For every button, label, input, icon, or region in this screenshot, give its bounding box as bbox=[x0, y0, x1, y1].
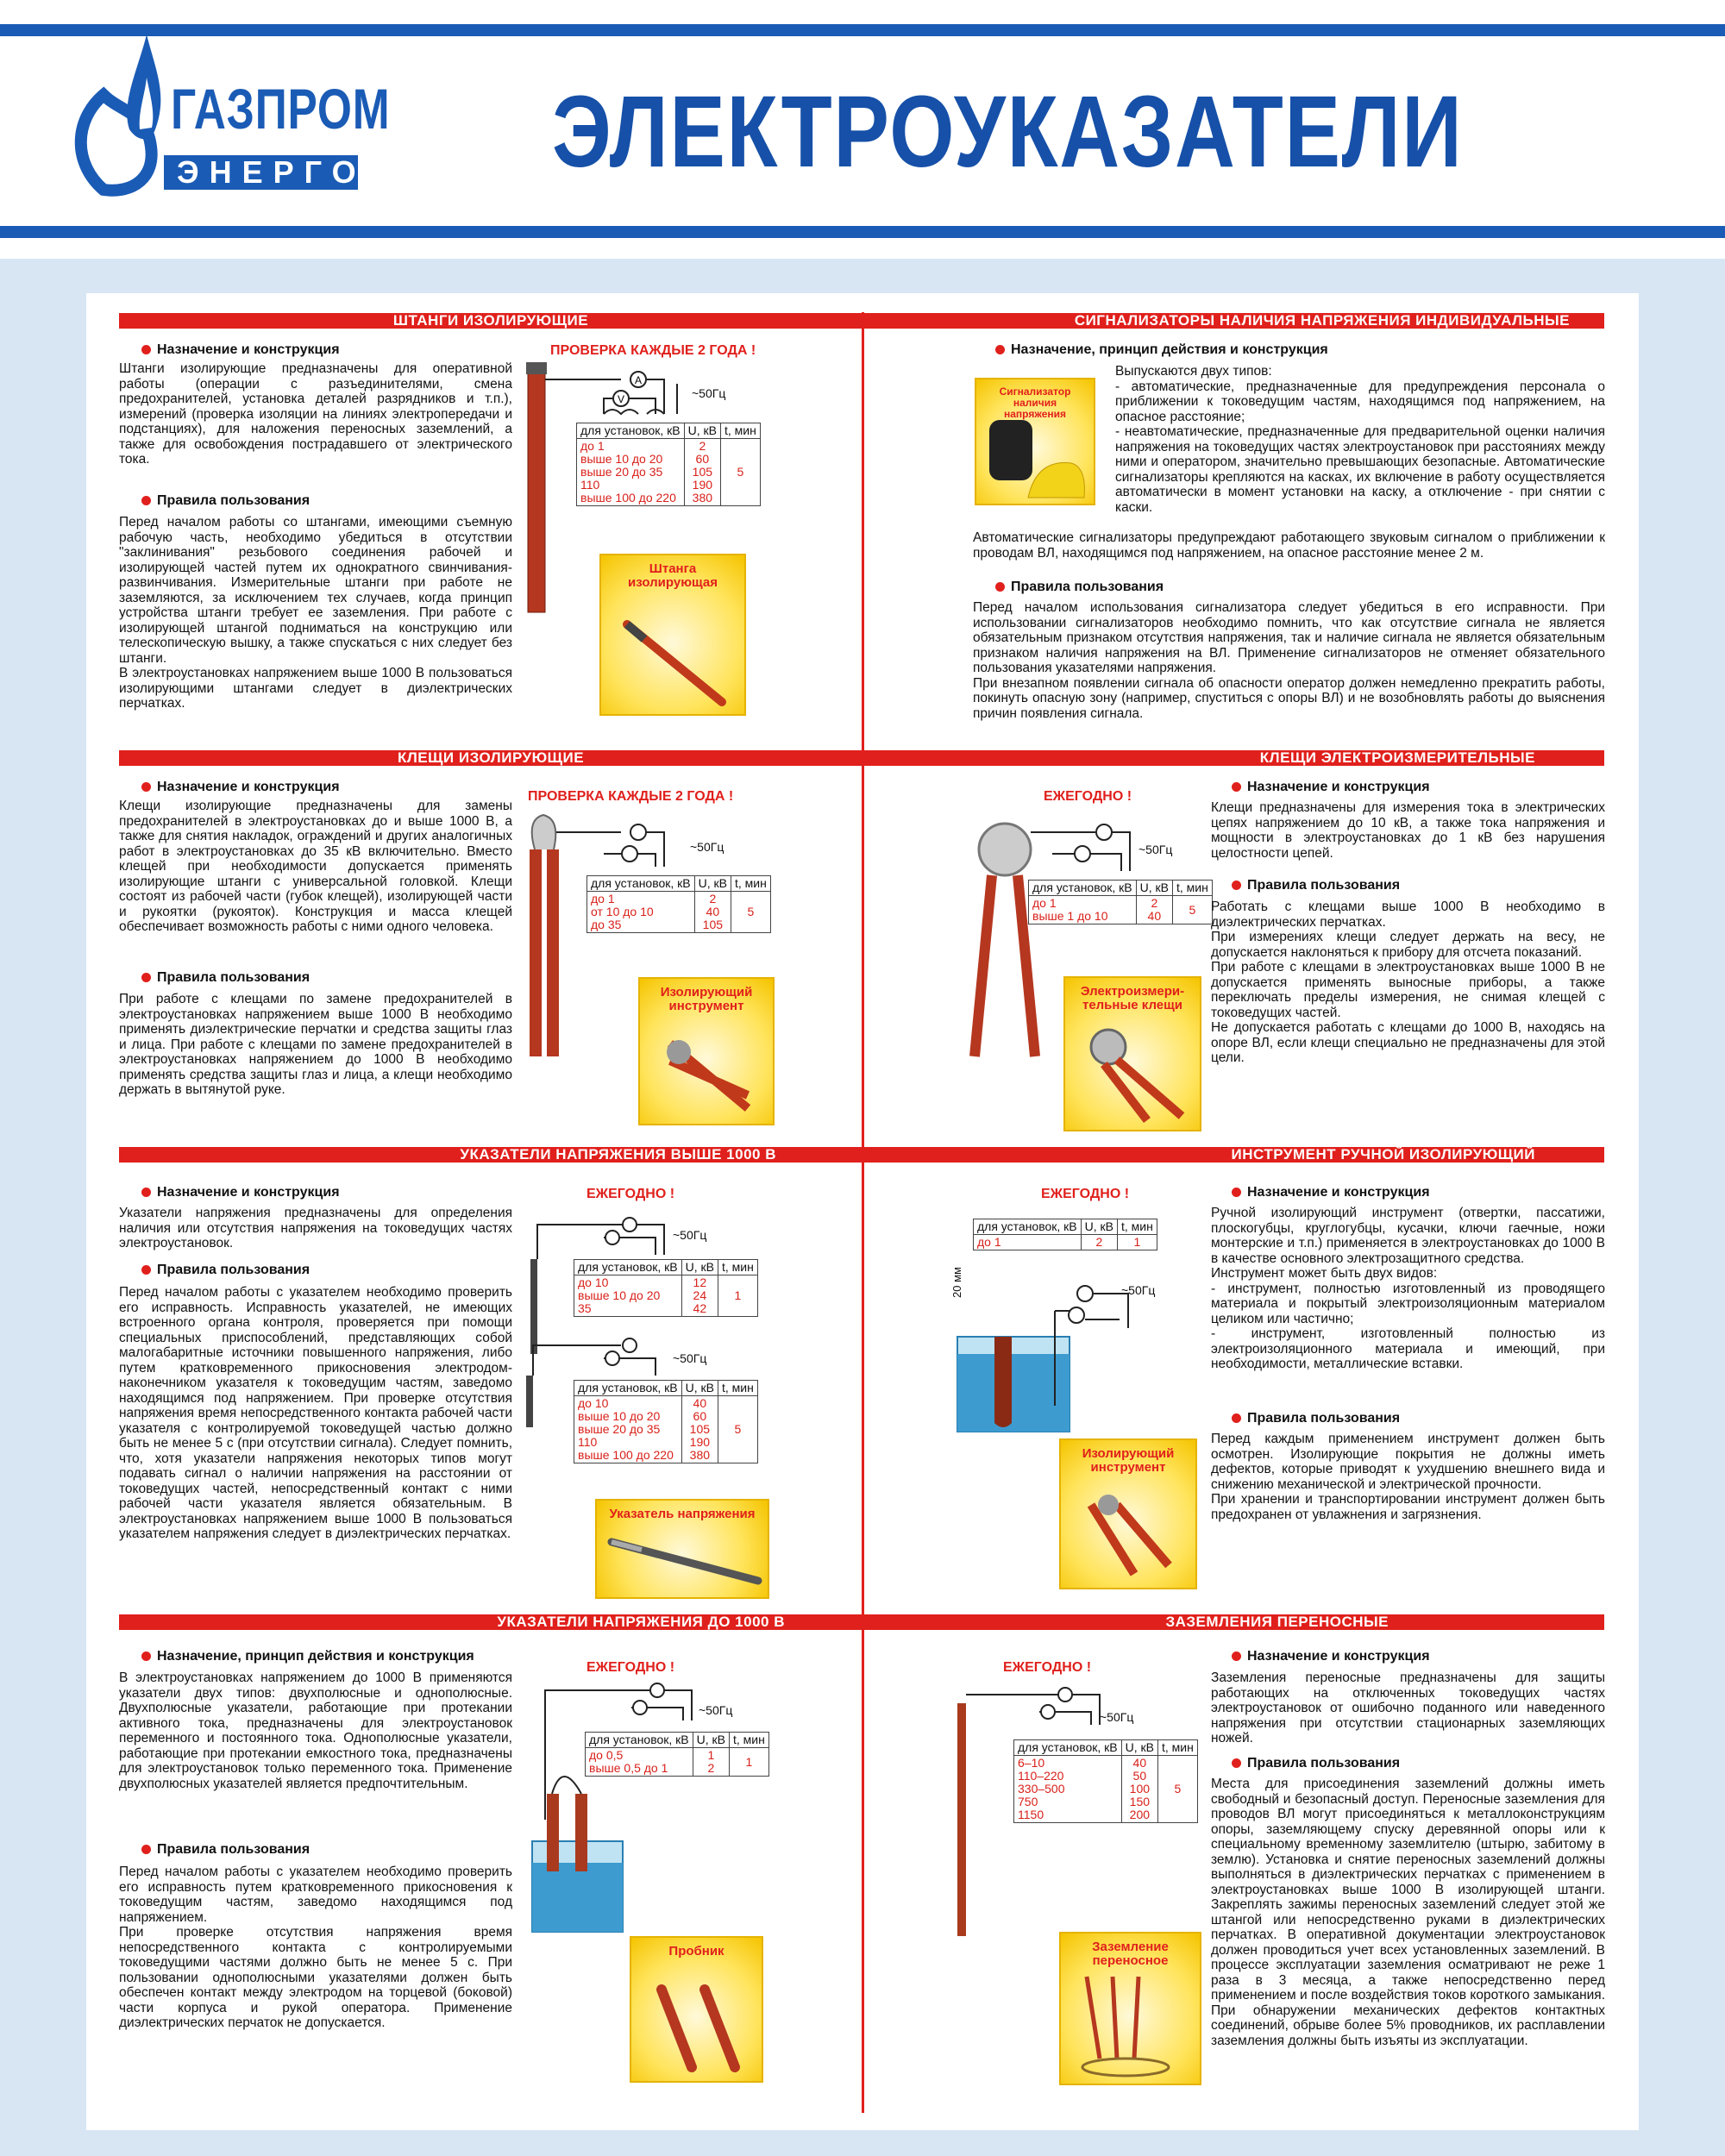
paragraph: Штанги изолирующие предназначены для оперативной работы (операции с разъединителями, смена предохранителей, установка деталей разрядников и т.п.), измерений (проверка изоляции на линиях электропередачи и подстанциях), для наложения переносных заземлений, а также для освобождения пострадавшего от электрического тока. bbox=[119, 361, 512, 467]
product-card bbox=[975, 378, 1095, 505]
table-header: t, мин bbox=[718, 1260, 758, 1275]
table-cell: 1 bbox=[730, 1748, 769, 1777]
check-interval: ЕЖЕГОДНО ! bbox=[1003, 1660, 1092, 1675]
subheading: Назначение, принцип действия и конструкция bbox=[138, 1649, 474, 1664]
table-cell: 12 24 42 bbox=[681, 1275, 718, 1317]
table-cell: 5 bbox=[1173, 896, 1213, 924]
table-header: t, мин bbox=[1118, 1219, 1157, 1235]
subheading: Назначение и конструкция bbox=[1228, 1649, 1430, 1664]
paragraph: Перед началом работы с указателем необходимо проверить его исправность. Исправность указателей, не имеющих встроенного органа контроля, проверяется при помощи специальных приспособлений, представляющих собой малогабаритные источники повышенного напряжения, либо путем кратковременного прикосновения электродом-наконечником указателя к токоведущим частям, заведомо находящимся под напряжением. При проверке отсутствия напряжения время непосредственного контакта рабочей части указателя с контролируемой токоведущей частью должно быть не менее 5 с (при отсутствии сигнала). Следует помнить, что, хотя указатели напряжения некоторых типов могут подавать сигнал о наличии напряжения на расстоянии от токоведущих частей, непосредственный контакт с ними рабочей части указателя является обязательным. В электроустановках напряжением выше 1000 В пользоваться указателем напряжения следует в диэлектрических перчатках. bbox=[119, 1285, 512, 1541]
product-card bbox=[1059, 1932, 1201, 2085]
frequency-label: ~50Гц bbox=[690, 840, 724, 854]
paragraph: Перед каждым применением инструмент должен быть осмотрен. Изолирующие покрытия не должны иметь дефектов, которые приводят к ухудшению внешнего вида и снижению механической и электрической прочности. При хранении и транспортировании инструмент должен быть предохранен от увлажнения и загрязнения. bbox=[1211, 1432, 1605, 1522]
card-label: Пробник bbox=[668, 1944, 724, 1959]
table-header: t, мин bbox=[731, 876, 771, 892]
frequency-label: ~50Гц bbox=[1100, 1710, 1134, 1724]
table-cell: до 1 выше 10 до 20 выше 20 до 35 110 выше 100 до 220 bbox=[577, 439, 685, 506]
check-interval: ПРОВЕРКА КАЖДЫЕ 2 ГОДА ! bbox=[550, 343, 756, 358]
section-title-portable-grounding: ЗАЗЕМЛЕНИЯ ПЕРЕНОСНЫЕ bbox=[864, 1614, 1604, 1630]
paragraph: Выпускаются двух типов: - автоматические, предназначенные для предупреждения персонала о приближении к токоведущим частям, находящимся под напряжением, на опасное расстояние; - неавтоматические, предназначенные для предварительной оценки наличия напряжения на токоведущих частях электроустановок при расстояниях между ними и оператором, значительно превышающих безопасные. Автоматические сигнализаторы крепляются на касках, их включение в работу осуществляется автоматически в момент установки на каску, а отключение - при снятии с каски. bbox=[1115, 364, 1605, 515]
test-table bbox=[1013, 1739, 1198, 1823]
table-header: для установок, кВ bbox=[586, 1733, 693, 1748]
table-cell: 5 bbox=[718, 1396, 758, 1463]
table-header: для установок, кВ bbox=[574, 1260, 682, 1275]
card-label: Изолирующий инструмент bbox=[1082, 1446, 1175, 1475]
table-cell: 2 40 bbox=[1136, 896, 1172, 924]
table-header: U, кВ bbox=[694, 876, 731, 892]
table-cell: 2 60 105 190 380 bbox=[684, 439, 720, 506]
table-cell: до 1 bbox=[974, 1235, 1082, 1250]
table-cell: до 0,5 выше 0,5 до 1 bbox=[586, 1748, 693, 1777]
subheading: Правила пользования bbox=[1228, 1756, 1400, 1771]
pliers-icon bbox=[653, 1026, 765, 1121]
table-cell: 5 bbox=[721, 439, 761, 506]
logo-text-energo: ЭНЕРГО bbox=[177, 154, 367, 190]
table-header: t, мин bbox=[718, 1381, 758, 1396]
subheading: Назначение и конструкция bbox=[138, 1185, 340, 1200]
table-header: для установок, кВ bbox=[1029, 881, 1137, 896]
table-cell: до 1 выше 1 до 10 bbox=[1029, 896, 1137, 924]
table-header: для установок, кВ bbox=[577, 423, 685, 439]
subheading: Назначение и конструкция bbox=[138, 780, 340, 795]
check-interval: ПРОВЕРКА КАЖДЫЕ 2 ГОДА ! bbox=[528, 789, 734, 804]
paragraph: Работать с клещами выше 1000 В необходимо в диэлектрических перчатках. При измерениях клещи следует держать на весу, не допускается наклоняться к прибору для отсчета показаний. При работе с клещами в электроустановках выше 1000 В не допускается применять выносные приборы, а также переключать пределы измерения, не снимая клещей с токоведущих частей. Не допускается работать с клещами до 1000 В, находясь на опоре ВЛ, если клещи специально не предназначены для этой цели. bbox=[1211, 899, 1605, 1065]
table-header: U, кВ bbox=[681, 1381, 718, 1396]
card-label: Сигнализатор наличия напряжения bbox=[999, 385, 1071, 420]
table-header: t, мин bbox=[1158, 1740, 1198, 1756]
table-header: U, кВ bbox=[684, 423, 720, 439]
section-title-signalers: СИГНАЛИЗАТОРЫ НАЛИЧИЯ НАПРЯЖЕНИЯ ИНДИВИДУАЛЬНЫЕ bbox=[864, 313, 1604, 329]
table-header: для установок, кВ bbox=[574, 1381, 682, 1396]
product-card bbox=[595, 1499, 769, 1599]
paragraph: Перед началом работы с указателем необходимо проверить его исправность путем кратковременного прикосновения к токоведущим частям, заведомо находящимся под напряжением. При проверке отсутствия напряжения время непосредственного контакта с контролируемыми токоведущими частями должно быть не менее 5 с. При пользовании однополюсными указателями должен быть обеспечен контакт между электродом на торцевой (боковой) части корпуса и рукой оператора. Применение диэлектрических перчаток не допускается. bbox=[119, 1865, 512, 2030]
hand-tools-icon bbox=[1074, 1488, 1186, 1583]
table-cell: 2 40 105 bbox=[694, 892, 731, 933]
product-card bbox=[1059, 1438, 1197, 1589]
product-card bbox=[638, 977, 775, 1125]
paragraph: Ручной изолирующий инструмент (отвертки, пассатижи, плоскогубцы, круглогубцы, кусачки, ключи гаечные, ножи монтерские и т.п.) применяется в электроустановках до 1000 В в качестве основного электрозащитного средства. Инструмент может быть двух видов: - инструмент, полностью изготовленный из проводящего материала и покрытый электроизоляционным материалом целиком или частично; - инструмент, изготовленный полностью из электроизоляционного материала и имеющий, при необходимости, металлические вставки. bbox=[1211, 1206, 1605, 1371]
table-cell: 40 60 105 190 380 bbox=[681, 1396, 718, 1463]
subheading: Правила пользования bbox=[1228, 878, 1400, 893]
table-cell: до 10 выше 10 до 20 выше 20 до 35 110 выше 100 до 220 bbox=[574, 1396, 682, 1463]
header-bottom-stripe bbox=[0, 226, 1725, 238]
subheading: Правила пользования bbox=[138, 1263, 310, 1278]
insulating-rod-icon bbox=[618, 616, 731, 711]
frequency-label: ~50Гц bbox=[1138, 843, 1173, 856]
table-header: для установок, кВ bbox=[587, 876, 695, 892]
signaler-device-icon bbox=[985, 416, 1088, 502]
paragraph: Заземления переносные предназначены для защиты работающих на отключенных токоведущих частях электроустановок от ошибочно поданного или наведенного напряжения при отсутствии стационарных заземляющих ножей. bbox=[1211, 1670, 1605, 1745]
card-label: Штанга изолирующая bbox=[628, 561, 718, 590]
gazprom-energo-logo bbox=[69, 34, 391, 207]
table-cell: 2 bbox=[1081, 1235, 1117, 1250]
paragraph: В электроустановках напряжением до 1000 В применяются указатели двух типов: двухполюсные и однополюсные. Двухполюсные указатели, работающие при протекании активного тока, предназначены для электроустановок переменного и постоянного тока. Однополюсные указатели, работающие при протекании емкостного тока, предназначены для электроустановок только переменного тока. Применение двухполюсных указателей является предпочтительным. bbox=[119, 1670, 512, 1791]
product-card bbox=[599, 554, 746, 716]
table-header: для установок, кВ bbox=[1014, 1740, 1122, 1756]
subheading: Правила пользования bbox=[992, 580, 1164, 595]
table-cell: 40 50 100 150 200 bbox=[1121, 1756, 1157, 1823]
check-interval: ЕЖЕГОДНО ! bbox=[586, 1660, 675, 1675]
check-interval: ЕЖЕГОДНО ! bbox=[586, 1187, 675, 1201]
paragraph: Клещи изолирующие предназначены для замены предохранителей в электроустановках до и выше 1000 В, а также для снятия накладок, ограждений и других аналогичных работ в электроустановках до 35 кВ включительно. Вместо клещей при необходимости допускается применять изолирующие штанги с универсальной головкой. Клещи состоят из рабочей части (губок клещей), изолирующей части и рукоятки (рукояток). Конструкция и масса клещей обеспечивает возможность работы с ними одного человека. bbox=[119, 799, 512, 934]
section-title-insulating-tongs: КЛЕЩИ ИЗОЛИРУЮЩИЕ bbox=[119, 750, 862, 766]
tester-probe-icon bbox=[644, 1972, 756, 2076]
frequency-label: ~50Гц bbox=[673, 1228, 707, 1242]
subheading: Назначение и конструкция bbox=[1228, 1185, 1430, 1200]
measuring-clamp-icon bbox=[1078, 1021, 1190, 1125]
subheading: Правила пользования bbox=[138, 493, 310, 509]
section-title-hand-tools: ИНСТРУМЕНТ РУЧНОЙ ИЗОЛИРУЮЩИЙ bbox=[864, 1147, 1604, 1163]
table-cell: 1 2 bbox=[693, 1748, 729, 1777]
table-cell: 6–10 110–220 330–500 750 1150 bbox=[1014, 1756, 1122, 1823]
subheading: Правила пользования bbox=[138, 970, 310, 986]
table-header: U, кВ bbox=[681, 1260, 718, 1275]
card-label: Изолирующий инструмент bbox=[660, 985, 753, 1013]
frequency-label: ~50Гц bbox=[673, 1351, 707, 1365]
product-card bbox=[630, 1936, 763, 2083]
portable-grounding-icon bbox=[1074, 1972, 1190, 2080]
svg-text:A: A bbox=[635, 374, 643, 386]
paragraph: Перед началом работы со штангами, имеющими съемную рабочую часть, необходимо убедиться в отсутствии "заклинивания" резьбового соединения рабочей и изолирующей частей путем их однократного свинчивания-развинчивания. Измерительные штанги при работе не заземляются, за исключением тех случаев, когда принцип устройства штанги требует ее заземления. При работе с изолирующей штангой подниматься на конструкцию или телескопическую вышку, а также спускаться с них следует без штанги. В электроустановках напряжением выше 1000 В пользоваться изолирующими штангами следует в диэлектрических перчатках. bbox=[119, 515, 512, 711]
paragraph: Автоматические сигнализаторы предупреждают работающего звуковым сигналом о приближении к проводам ВЛ, находящимся под напряжением, на опасное расстояние менее 2 м. bbox=[973, 530, 1605, 561]
section-title-rods: ШТАНГИ ИЗОЛИРУЮЩИЕ bbox=[119, 313, 862, 329]
test-table bbox=[574, 1259, 758, 1317]
section-title-indicators-above-1000v: УКАЗАТЕЛИ НАПРЯЖЕНИЯ ВЫШЕ 1000 В bbox=[119, 1147, 862, 1163]
depth-label: 20 мм bbox=[950, 1267, 963, 1298]
test-table bbox=[576, 423, 761, 506]
test-table bbox=[586, 875, 771, 933]
table-header: U, кВ bbox=[1121, 1740, 1157, 1756]
test-table bbox=[973, 1219, 1157, 1250]
page-title: ЭЛЕКТРОУКАЗАТЕЛИ bbox=[552, 75, 1464, 189]
table-cell: 5 bbox=[1158, 1756, 1198, 1823]
paragraph: Указатели напряжения предназначены для определения наличия или отсутствия напряжения на токоведущих частях электроустановок. bbox=[119, 1206, 512, 1250]
section-title-indicators-below-1000v: УКАЗАТЕЛИ НАПРЯЖЕНИЯ ДО 1000 В bbox=[119, 1614, 862, 1630]
frequency-label: ~50Гц bbox=[699, 1703, 733, 1717]
paragraph: Места для присоединения заземлений должны иметь свободный и безопасный доступ. Переносные заземления для проводов ВЛ могут присоединяться к металлоконструкциям опоры, заземляющему спуску деревянной опоры или к специальному временному заземлителю (штырю, забитому в землю). Установка и снятие переносных заземлений должны выполняться в диэлектрических перчатках с применением в электроустановках выше 1000 В изолирующей штанги. Закреплять зажимы переносных заземлений следует этой же штангой или непосредственно руками в диэлектрических перчатках. В оперативной документации электроустановок должен проводиться учет всех установленных заземлений. В процессе эксплуатации заземления осматривают не реже 1 раза в 3 месяца, а также непосредственно перед применением и после воздействия токов короткого замыкания. При обнаружении механических дефектов контактных соединений, обрыве более 5% проводников, их расплавлении заземления должны быть изъяты из эксплуатации. bbox=[1211, 1777, 1605, 2048]
frequency-label: ~50Гц bbox=[1121, 1283, 1156, 1297]
table-header: t, мин bbox=[730, 1733, 769, 1748]
test-table bbox=[1028, 880, 1213, 924]
paragraph: Перед началом использования сигнализатора следует убедиться в его исправности. При использовании сигнализаторов необходимо помнить, что как отсутствие сигнала не является обязательным признаком отсутствия напряжения, так и наличие сигнала не является обязательным признаком наличия напряжения на ВЛ. Применение сигнализаторов не отменяет обязательного пользования указателями напряжения. При внезапном появлении сигнала об опасности оператор должен немедленно прекратить работы, покинуть опасную зону (например, спуститься с опоры ВЛ) и не возобновлять работы до выяснения причин появления сигнала. bbox=[973, 600, 1605, 721]
subheading: Правила пользования bbox=[138, 1842, 310, 1858]
svg-text:V: V bbox=[618, 393, 625, 405]
paragraph: Клещи предназначены для измерения тока в электрических цепях напряжением до 10 кВ, а также тока напряжения и мощности в электроустановках до 1 кВ без нарушения целостности цепей. bbox=[1211, 800, 1605, 861]
table-header: U, кВ bbox=[693, 1733, 729, 1748]
table-header: t, мин bbox=[1173, 881, 1213, 896]
table-header: U, кВ bbox=[1081, 1219, 1117, 1235]
voltage-indicator-icon bbox=[607, 1533, 762, 1594]
check-interval: ЕЖЕГОДНО ! bbox=[1044, 789, 1132, 804]
table-cell: 1 bbox=[718, 1275, 758, 1317]
subheading: Назначение, принцип действия и конструкция bbox=[992, 342, 1328, 358]
card-label: Заземление переносное bbox=[1092, 1940, 1169, 1968]
logo-text-gazprom: ГАЗПРОМ bbox=[171, 77, 391, 141]
table-header: t, мин bbox=[721, 423, 761, 439]
subheading: Правила пользования bbox=[1228, 1411, 1400, 1426]
card-label: Электроизмери- тельные клещи bbox=[1080, 984, 1185, 1012]
table-cell: до 1 от 10 до 10 до 35 bbox=[587, 892, 695, 933]
card-label: Указатель напряжения bbox=[609, 1507, 756, 1521]
frequency-label: ~50Гц bbox=[692, 386, 726, 400]
subheading: Назначение и конструкция bbox=[1228, 780, 1430, 795]
table-cell: 1 bbox=[1118, 1235, 1157, 1250]
table-header: для установок, кВ bbox=[974, 1219, 1082, 1235]
water-test-diagram bbox=[956, 1268, 1197, 1440]
vertical-divider bbox=[862, 312, 864, 2113]
table-cell: 5 bbox=[731, 892, 771, 933]
test-table bbox=[585, 1732, 769, 1777]
subheading: Назначение и конструкция bbox=[138, 342, 340, 358]
check-interval: ЕЖЕГОДНО ! bbox=[1041, 1187, 1130, 1201]
test-table bbox=[574, 1380, 758, 1463]
table-cell: до 10 выше 10 до 20 35 bbox=[574, 1275, 682, 1317]
product-card bbox=[1063, 976, 1201, 1131]
paragraph: При работе с клещами по замене предохранителей в электроустановках напряжением выше 1000 В необходимо применять диэлектрические перчатки и средства защиты глаз и лица. При работе с клещами по замене предохранителей в электроустановках напряжением до 1000 В необходимо применять средства защиты глаз и лица, а клещи необходимо держать в вытянутой руке. bbox=[119, 992, 512, 1097]
table-header: U, кВ bbox=[1136, 881, 1172, 896]
test-circuit-diagram bbox=[528, 1682, 752, 1940]
section-title-measuring-tongs: КЛЕЩИ ЭЛЕКТРОИЗМЕРИТЕЛЬНЫЕ bbox=[864, 750, 1604, 766]
